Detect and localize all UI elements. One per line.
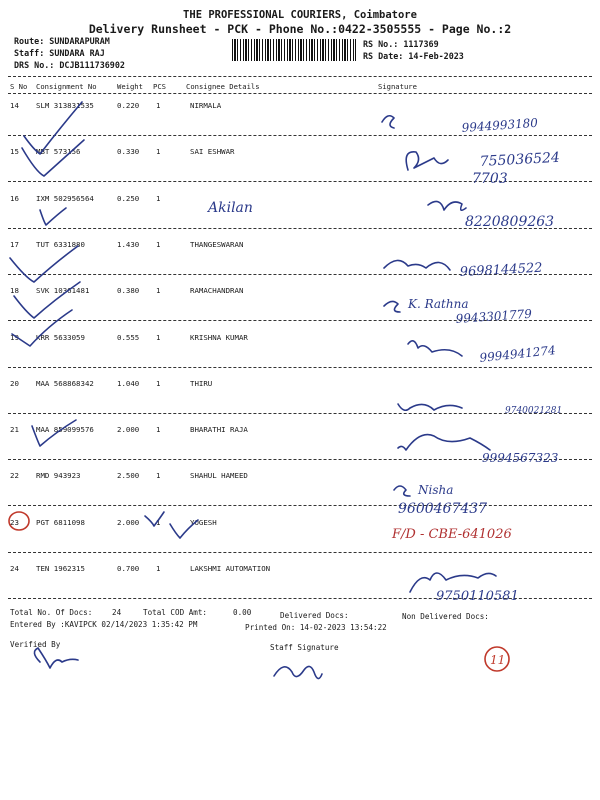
row-21-phone: 9994567323 <box>482 451 559 465</box>
row-pcs: 1 <box>156 471 161 480</box>
non-delivered-label: Non Delivered Docs: <box>402 612 489 621</box>
row-sno: 15 <box>10 147 19 156</box>
row-16-name: Akilan <box>208 200 253 216</box>
col-consignment: Consignment No <box>36 82 97 91</box>
row-consignment: SVK 10361481 <box>36 286 90 295</box>
row-consignee: KRISHNA KUMAR <box>190 333 248 342</box>
total-docs: 24 <box>112 608 122 617</box>
col-weight: Weight <box>117 82 143 91</box>
row-15-signature <box>406 152 448 170</box>
row-weight: 2.500 <box>117 471 140 480</box>
row-weight: 2.000 <box>117 518 140 527</box>
row-pcs: 1 <box>156 564 161 573</box>
row-weight: 0.555 <box>117 333 140 342</box>
row-sno: 23 <box>10 518 19 527</box>
row-pcs: 1 <box>156 379 161 388</box>
row-pcs: 1 <box>156 194 161 203</box>
cod-label: Total COD Amt: <box>143 608 208 617</box>
barcode <box>232 39 356 61</box>
row-19-signature <box>408 341 462 356</box>
row-21-signature <box>398 435 490 450</box>
row-weight: 1.040 <box>117 379 140 388</box>
tick-mark <box>22 140 84 176</box>
row-pcs: 1 <box>156 147 161 156</box>
row-sno: 16 <box>10 194 19 203</box>
row-consignment: KRR 5633059 <box>36 333 85 342</box>
col-sno: S No <box>10 82 28 91</box>
row-consignee: THANGESWARAN <box>190 240 244 249</box>
row-18-name: K. Rathna <box>408 297 469 311</box>
row-sno: 21 <box>10 425 19 434</box>
row-divider <box>8 552 592 553</box>
row-weight: 1.430 <box>117 240 140 249</box>
row-consignee: SHAHUL HAMEED <box>190 471 248 480</box>
row-15-phone-a: 755036524 <box>479 149 561 170</box>
row-16-signature <box>428 201 466 210</box>
company-name: THE PROFESSIONAL COURIERS, Coimbatore <box>183 9 417 21</box>
row-consignee: BHARATHI RAJA <box>190 425 248 434</box>
staff-signature-label: Staff Signature <box>270 643 339 652</box>
row-pcs: 1 <box>156 240 161 249</box>
tick-mark <box>10 246 78 282</box>
row-consignment: PGT 6811098 <box>36 518 85 527</box>
row-consignee: THIRU <box>190 379 213 388</box>
row-14-phone: 9944993180 <box>461 115 539 135</box>
row-consignment: TUT 6331880 <box>36 240 85 249</box>
row-sno: 20 <box>10 379 19 388</box>
page-mark: 11 <box>490 653 506 667</box>
header-divider <box>8 76 592 77</box>
row-consignee: NIRMALA <box>190 101 222 110</box>
verified-by-signature <box>34 648 78 668</box>
row-divider <box>8 413 592 414</box>
row-22-name: Nisha <box>418 483 454 497</box>
row-24-phone: 9750110581 <box>436 589 519 604</box>
row-weight: 0.700 <box>117 564 140 573</box>
row-16-phone: 8220809263 <box>465 214 555 230</box>
row-20-phone: 9740021281 <box>505 406 563 416</box>
column-divider <box>8 93 592 94</box>
tick-mark <box>145 512 164 526</box>
row-22-phone: 9600467437 <box>398 501 488 517</box>
row-divider <box>8 459 592 460</box>
rs-date: RS Date: 14-Feb-2023 <box>363 51 464 61</box>
row-consignee: YOGESH <box>190 518 217 527</box>
row-consignee: SAI ESHWAR <box>190 147 235 156</box>
row-pcs: 1 <box>156 286 161 295</box>
row-weight: 0.380 <box>117 286 140 295</box>
delivered-label: Delivered Docs: <box>280 611 349 620</box>
printed-on: Printed On: 14-02-2023 13:54:22 <box>245 623 387 632</box>
page-mark-circle <box>485 647 509 671</box>
rs-number: RS No.: 1117369 <box>363 39 439 49</box>
verified-by-label: Verified By <box>10 640 61 649</box>
row-divider <box>8 598 592 599</box>
row-17-signature <box>384 260 450 270</box>
row-18-phone: 9943301779 <box>455 306 533 326</box>
staff-signature <box>274 666 322 678</box>
cod-amount: 0.00 <box>233 608 252 617</box>
row-sno: 24 <box>10 564 19 573</box>
row-17-phone: 9698144522 <box>459 260 543 280</box>
row-sno: 22 <box>10 471 19 480</box>
route-label: Route: SUNDARAPURAM <box>14 36 110 46</box>
row-pcs: 1 <box>156 333 161 342</box>
row-22-signature <box>394 486 410 496</box>
row-sno: 19 <box>10 333 19 342</box>
row-divider <box>8 505 592 506</box>
row-14-signature <box>382 116 394 128</box>
row-consignee: LAKSHMI AUTOMATION <box>190 564 271 573</box>
drs-number: DRS No.: DCJB111736902 <box>14 60 125 70</box>
staff-label: Staff: SUNDARA RAJ <box>14 48 105 58</box>
row-19-phone: 9994941274 <box>478 343 557 365</box>
row-divider <box>8 135 592 136</box>
total-docs-label: Total No. Of Docs: <box>10 608 93 617</box>
row-divider <box>8 367 592 368</box>
entered-by: Entered By :KAVIPCK 02/14/2023 1:35:42 PM <box>10 620 198 629</box>
col-pcs: PCS <box>153 82 166 91</box>
row-consignment: IXM 502956564 <box>36 194 94 203</box>
row-consignee: RAMACHANDRAN <box>190 286 244 295</box>
row-pcs: 1 <box>156 425 161 434</box>
row-divider <box>8 320 592 321</box>
row-divider <box>8 274 592 275</box>
row-consignment: SLM 313831535 <box>36 101 94 110</box>
runsheet-title: Delivery Runsheet - PCK - Phone No.:0422-3505555 - Page No.:2 <box>88 22 512 36</box>
col-consignee: Consignee Details <box>186 82 260 91</box>
row-18-signature <box>384 301 400 312</box>
row-divider <box>8 228 592 229</box>
row-consignment: MAA 568868342 <box>36 379 94 388</box>
tick-mark <box>40 208 66 225</box>
row-weight: 0.330 <box>117 147 140 156</box>
row-consignment: TEN 1962315 <box>36 564 85 573</box>
row-sno: 14 <box>10 101 19 110</box>
row-consignment: MAA 859099576 <box>36 425 94 434</box>
row-24-signature <box>410 573 496 592</box>
row-weight: 2.000 <box>117 425 140 434</box>
row-consignment: RMD 943923 <box>36 471 81 480</box>
row-20-signature <box>398 404 462 410</box>
row-pcs: 1 <box>156 101 161 110</box>
row-divider <box>8 181 592 182</box>
col-signature: Signature <box>378 82 417 91</box>
row-sno: 18 <box>10 286 19 295</box>
row-weight: 0.250 <box>117 194 140 203</box>
row-sno: 17 <box>10 240 19 249</box>
row-15-phone-b: 7703 <box>472 171 508 187</box>
row-consignment: MBT 573156 <box>36 147 81 156</box>
row-pcs: 1 <box>156 518 161 527</box>
row-weight: 0.220 <box>117 101 140 110</box>
row-23-note: F/D - CBE-641026 <box>392 527 512 542</box>
